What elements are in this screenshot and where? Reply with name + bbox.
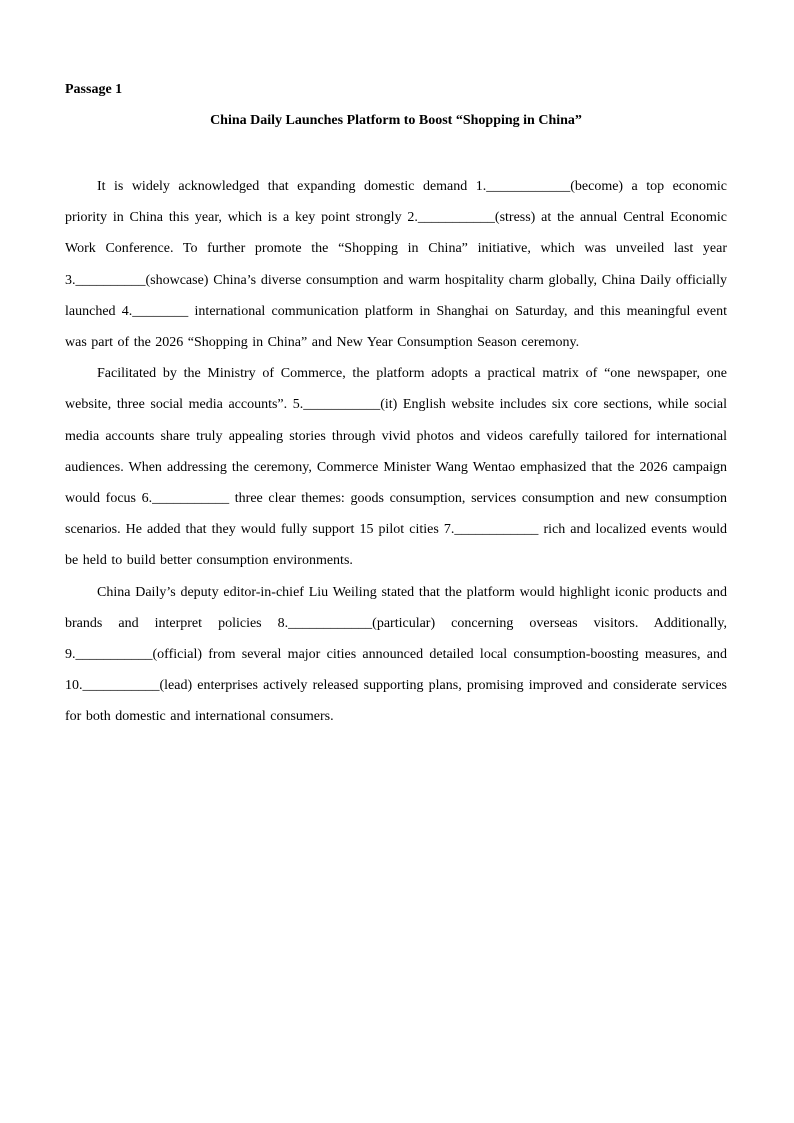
paragraph-1: It is widely acknowledged that expanding domestic demand 1.____________(become) a top economic priority in China this year, which is a key point strongly 2.___________(stress) at the annual Central Economic Work Conference. To further promote the “Shopping in China” initiative, which was unveiled last year 3.__________(showcase) China’s diverse consumption and warm hospitality charm globally, China Daily officially launched 4.________ international communication platform in Shanghai on Saturday, and this meaningful event was part of the 2026 “Shopping in China” and New Year Consumption Season ceremony. xyxy=(65,179,727,351)
paragraph-2: Facilitated by the Ministry of Commerce, the platform adopts a practical matrix of “one newspaper, one website, three social media accounts”. 5.___________(it) English website includes six core sections, while social media accounts share truly appealing stories through vivid photos and videos carefully tailored for international audiences. When addressing the ceremony, Commerce Minister Wang Wentao emphasized that the 2026 campaign would focus 6.___________ three clear themes: goods consumption, services consumption and new consumption scenarios. He added that they would fully support 15 pilot cities 7.____________ rich and localized events would be held to build better consumption environments. xyxy=(65,366,727,569)
passage-label: Passage 1 xyxy=(65,82,123,97)
document-page xyxy=(65,80,727,733)
paragraph-3: China Daily’s deputy editor-in-chief Liu Weiling stated that the platform would highlight iconic products and brands and interpret policies 8.____________(particular) concerning overseas visitors. Additionally, 9.___________(official) from several major cities announced detailed local consumption-boosting measures, and 10.___________(lead) enterprises actively released supporting plans, promising improved and considerate services for both domestic and international consumers. xyxy=(65,584,727,725)
article-title: China Daily Launches Platform to Boost “Shopping in China” xyxy=(210,113,582,128)
